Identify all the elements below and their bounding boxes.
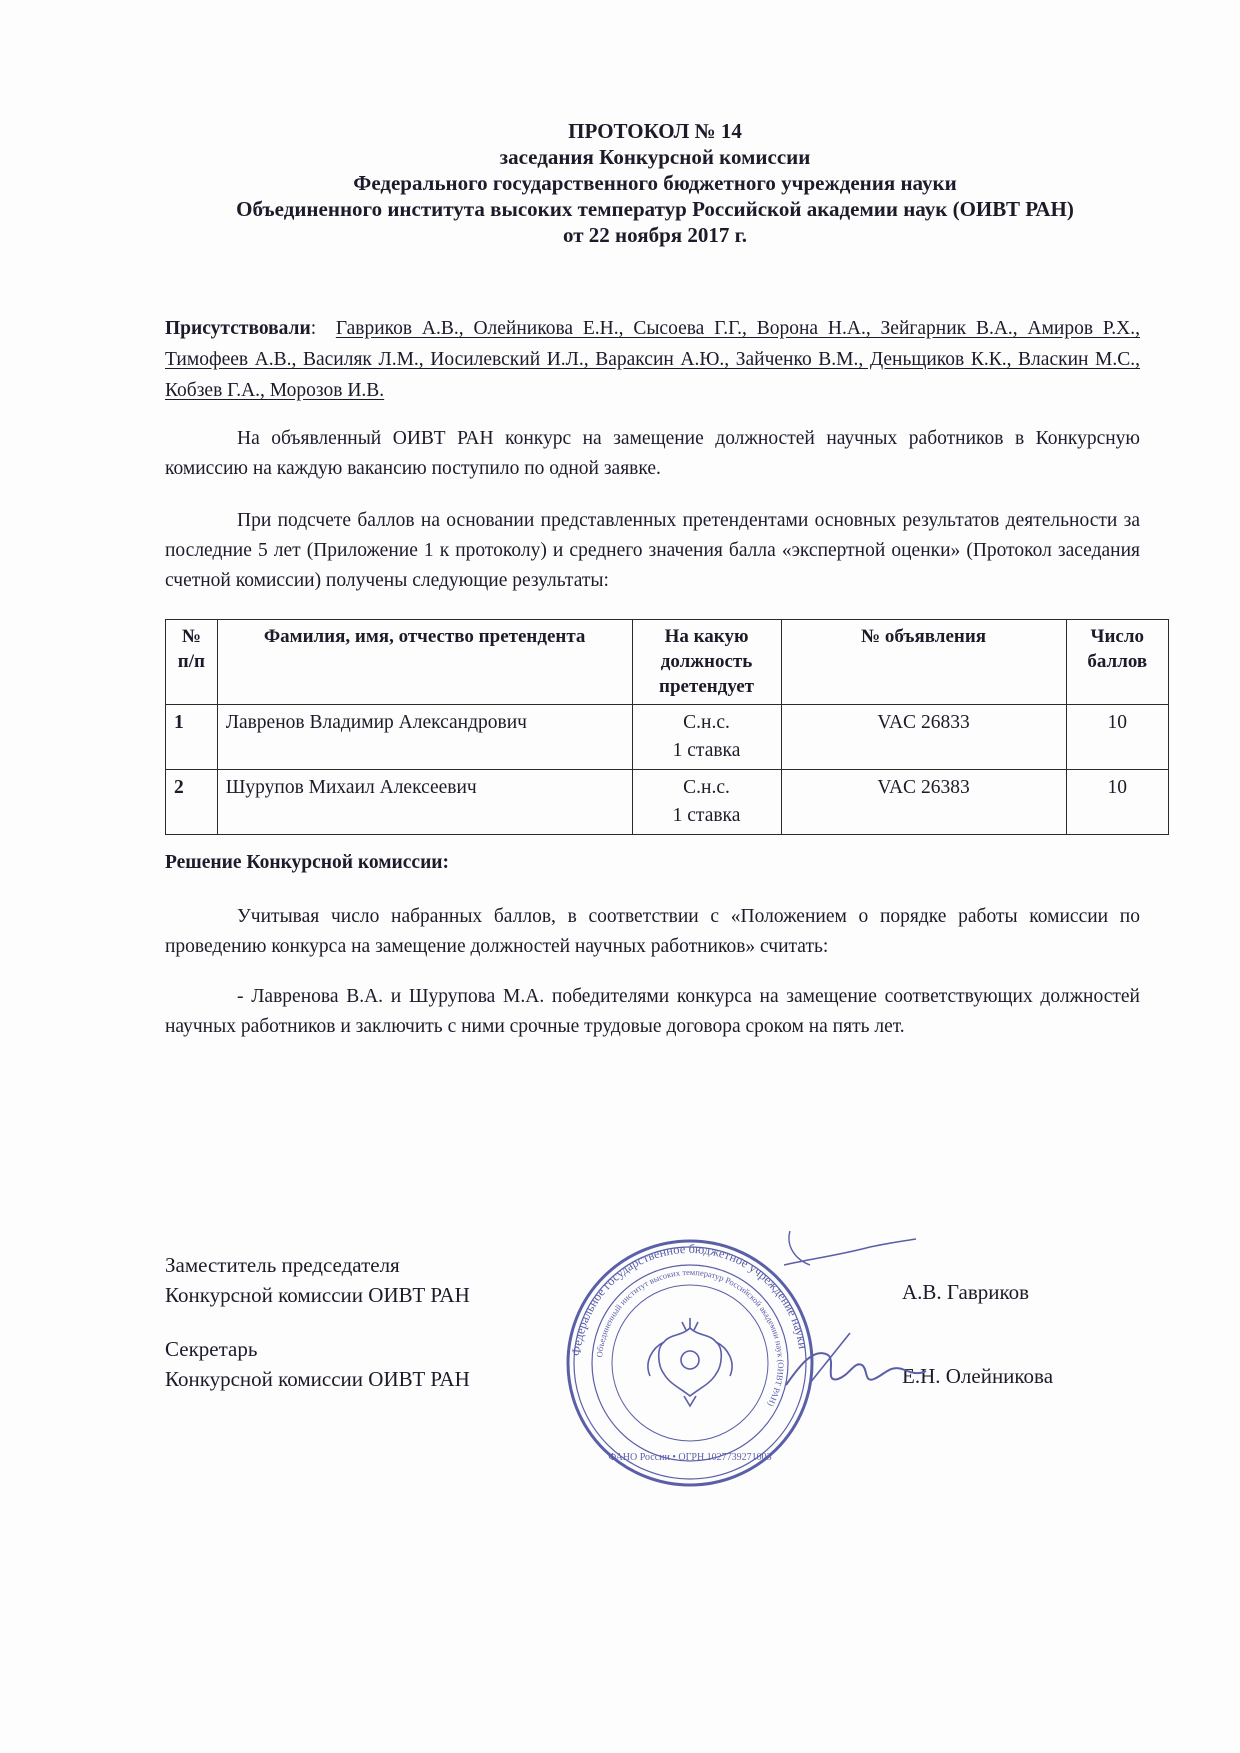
stamp-inner-text: Объединенный институт высоких температур Российской академии наук (ОИВТ РАН) [594,1266,787,1409]
meeting-title: заседания Конкурсной комиссии [499,145,811,169]
deputy-title-line1: Заместитель председателя [165,1253,400,1277]
secretary-signature [780,1325,930,1405]
deputy-title-line2: Конкурсной комиссии ОИВТ РАН [165,1283,470,1307]
attendees-label: Присутствовали [165,318,311,339]
header-position: На какую должность претендует [632,620,781,705]
row-position-title: С.н.с. [683,777,730,798]
results-table [165,619,1169,835]
deputy-signature [780,1225,920,1285]
stamp-outer-text: Федеральное государственное бюджетное учреждение науки [569,1241,811,1357]
secretary-title [165,1334,470,1394]
document-header [165,118,1145,248]
header-num: № п/п [166,620,218,705]
header-score: Число баллов [1066,620,1168,705]
row-ad: VAC 26833 [781,705,1066,770]
secretary-title-line1: Секретарь [165,1337,258,1361]
header-name: Фамилия, имя, отчество претендента [217,620,632,705]
secretary-title-line2: Конкурсной комиссии ОИВТ РАН [165,1367,470,1391]
attendees-colon: : [310,318,336,339]
row-ad: VAC 26383 [781,770,1066,835]
attendees-names: Гавриков А.В., Олейникова Е.Н., Сысоева Г.Г., Ворона Н.А., Зейгарник В.А., Амиров Р.Х., Тимофеев А.В., Василяк Л.М., Иосилевский И.Л., Вараксин А.Ю., Зайченко В.М., Деньщиков К.К., Власкин М.С., Кобзев Г.А., Морозов И.В. [165,318,1140,401]
row-position [632,770,781,835]
row-position-rate: 1 ставка [672,805,741,826]
table-row [166,770,1169,835]
results-paragraph: При подсчете баллов на основании представленных претендентами основных результатов деятельности за последние 5 лет (Приложение 1 к протоколу) и среднего значения балла «экспертной оценки» (Протокол заседания счетной комиссии) получены следующие результаты: [165,510,1140,591]
row-position [632,705,781,770]
stamp-ring-4 [612,1285,768,1441]
stamp-bottom-text: ФАНО России • ОГРН 1027739271003 [608,1452,772,1463]
intro-paragraph: На объявленный ОИВТ РАН конкурс на замещение должностей научных работников в Конкурсную комиссию на каждую вакансию поступило по одной заявке. [165,428,1140,479]
row-num: 2 [166,770,218,835]
protocol-number: ПРОТОКОЛ № 14 [568,119,742,143]
protocol-date: от 22 ноября 2017 г. [562,223,748,247]
table-row [166,705,1169,770]
decision-resolution: - Лавренова В.А. и Шурупова М.А. победителями конкурса на замещение соответствующих должностей научных работников и заключить с ними срочные трудовые договора сроком на пять лет. [165,986,1140,1037]
row-name: Лавренов Владимир Александрович [217,705,632,770]
row-position-rate: 1 ставка [672,740,741,761]
decision-paragraph: Учитывая число набранных баллов, в соответствии с «Положением о порядке работы комиссии по проведению конкурса на замещение должностей научных работников» считать: [165,906,1140,957]
institution-line2: Объединенного института высоких температур Российской академии наук (ОИВТ РАН) [236,197,1074,221]
eagle-emblem-icon [648,1318,732,1406]
row-name: Шурупов Михаил Алексеевич [217,770,632,835]
row-position-title: С.н.с. [683,712,730,733]
attendees-paragraph [165,313,1140,406]
deputy-name: А.В. Гавриков [902,1280,1030,1304]
row-score: 10 [1066,705,1168,770]
header-ad: № объявления [781,620,1066,705]
table-header-row [166,620,1169,705]
secretary-name: Е.Н. Олейникова [902,1364,1054,1388]
row-score: 10 [1066,770,1168,835]
row-num: 1 [166,705,218,770]
stamp-ring-3 [592,1265,788,1461]
decision-title: Решение Конкурсной комиссии: [165,852,450,873]
deputy-title [165,1250,470,1310]
institution-line1: Федерального государственного бюджетного учреждения науки [353,171,957,195]
